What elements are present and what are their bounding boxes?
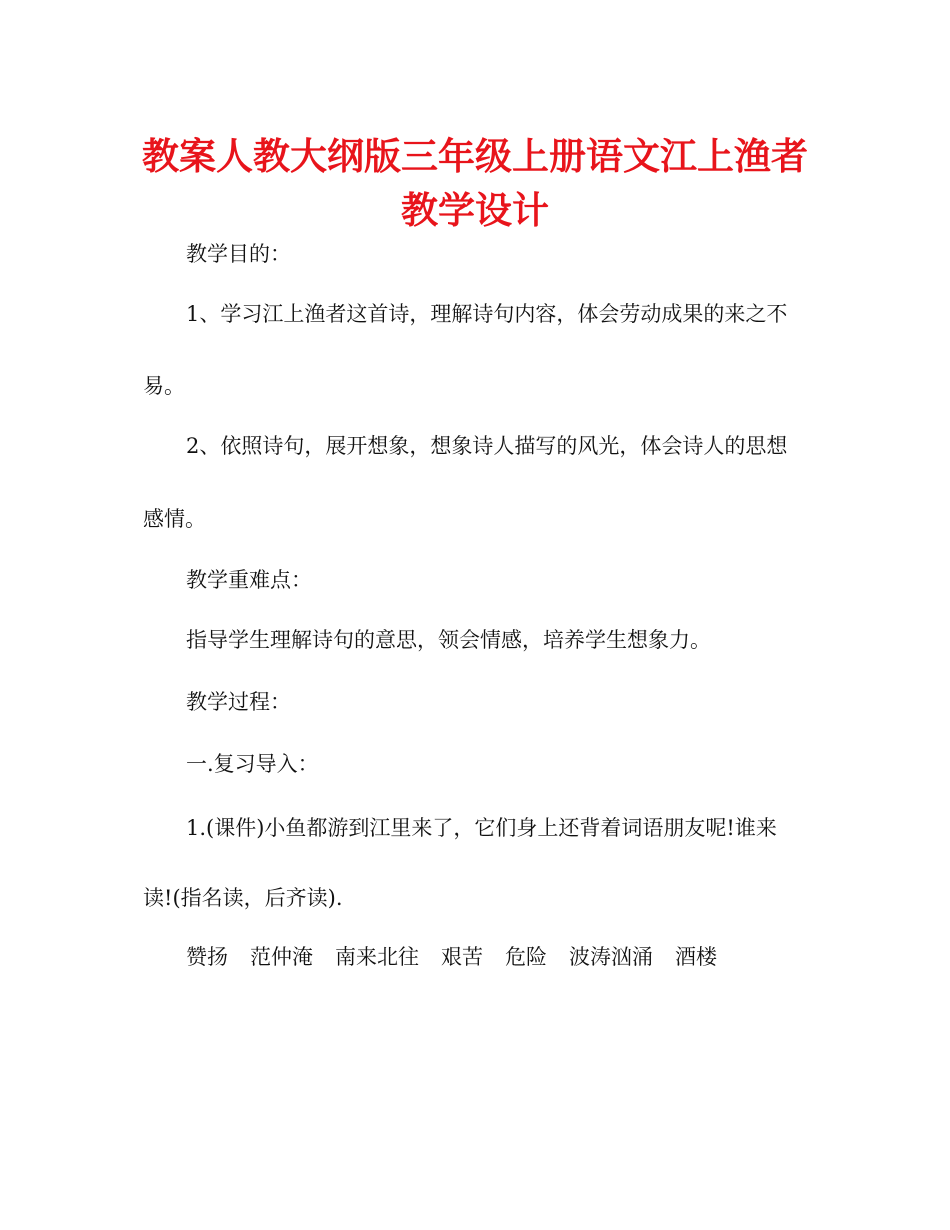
process-item-1-line-2: 读!(指名读，后齐读). xyxy=(143,886,343,910)
vocab-word: 艰苦 xyxy=(441,945,483,969)
objective-2-line-1: 2、依照诗句，展开想象，想象诗人描写的风光，体会诗人的思想 xyxy=(186,434,788,458)
vocab-word: 赞扬 xyxy=(186,945,228,969)
vocabulary-list xyxy=(186,943,739,971)
vocab-word: 危险 xyxy=(505,945,547,969)
objective-1-line-2: 易。 xyxy=(143,374,185,398)
process-item-1-line-1: 1.(课件)小鱼都游到江里来了，它们身上还背着词语朋友呢!谁来 xyxy=(186,816,777,840)
vocab-word: 酒楼 xyxy=(675,945,717,969)
section-heading-key-points: 教学重难点： xyxy=(186,568,312,592)
vocab-word: 波涛汹涌 xyxy=(569,945,653,969)
section-heading-objectives: 教学目的： xyxy=(186,242,291,266)
vocab-word: 南来北往 xyxy=(335,945,419,969)
document-title-line-2: 教学设计 xyxy=(401,189,549,232)
objective-1-line-1: 1、学习江上渔者这首诗，理解诗句内容，体会劳动成果的来之不 xyxy=(186,302,788,326)
vocab-word: 范仲淹 xyxy=(250,945,313,969)
objective-2-line-2: 感情。 xyxy=(143,507,206,531)
section-heading-process: 教学过程： xyxy=(186,690,291,714)
key-points-text: 指导学生理解诗句的意思，领会情感，培养学生想象力。 xyxy=(186,628,711,652)
document-title-line-1: 教案人教大纲版三年级上册语文江上渔者 xyxy=(142,135,808,178)
process-step-heading: 一.复习导入： xyxy=(186,752,319,776)
